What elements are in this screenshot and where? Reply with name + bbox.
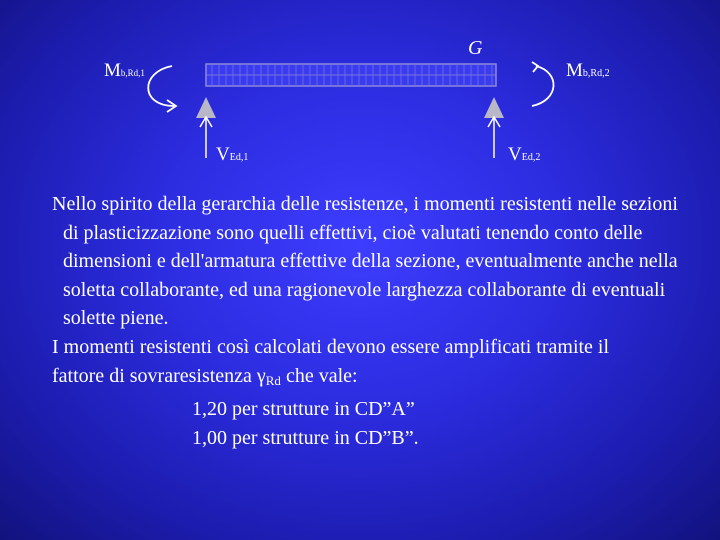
value-cd-b: 1,00 per strutture in CD”B”.: [192, 426, 419, 449]
left-moment-arrow-icon: [148, 66, 176, 112]
beam-diagram: [0, 0, 720, 180]
moment-right-label: Mb,Rd,2: [566, 60, 610, 81]
right-moment-arrow-icon: [532, 62, 554, 106]
factor-suffix: che vale:: [280, 364, 358, 387]
shear-right-label: VEd,2: [508, 144, 541, 165]
right-shear-arrow-icon: [488, 117, 500, 158]
factor-subscript: Rd: [265, 372, 281, 388]
left-support-icon: [196, 97, 216, 118]
shear-left-label: VEd,1: [216, 144, 249, 165]
paragraph-1: Nello spirito della gerarchia delle resistenze, i momenti resistenti nelle sezioni di plasticizzazione sono quelli effettivi, cioè valutati tenendo conto delle dimensioni e dell'armatura effettive della sezione, eventualmente anche nella soletta collaborante, ed una ragionevole larghezza collaborante di eventuali solette piene.: [52, 193, 678, 330]
factor-symbol: γ: [256, 364, 266, 387]
factor-prefix: fattore di sovraresistenza: [52, 364, 257, 387]
load-label: G: [468, 37, 483, 59]
moment-left-label: Mb,Rd,1: [104, 60, 145, 81]
body-text: [52, 190, 692, 452]
beam: [206, 64, 496, 86]
factor-line: [52, 362, 692, 396]
right-support-icon: [484, 97, 504, 118]
value-cd-a: 1,20 per strutture in CD”A”: [192, 398, 415, 421]
paragraph-2: I momenti resistenti così calcolati devono essere amplificati tramite il: [52, 335, 610, 358]
left-shear-arrow-icon: [200, 117, 212, 158]
